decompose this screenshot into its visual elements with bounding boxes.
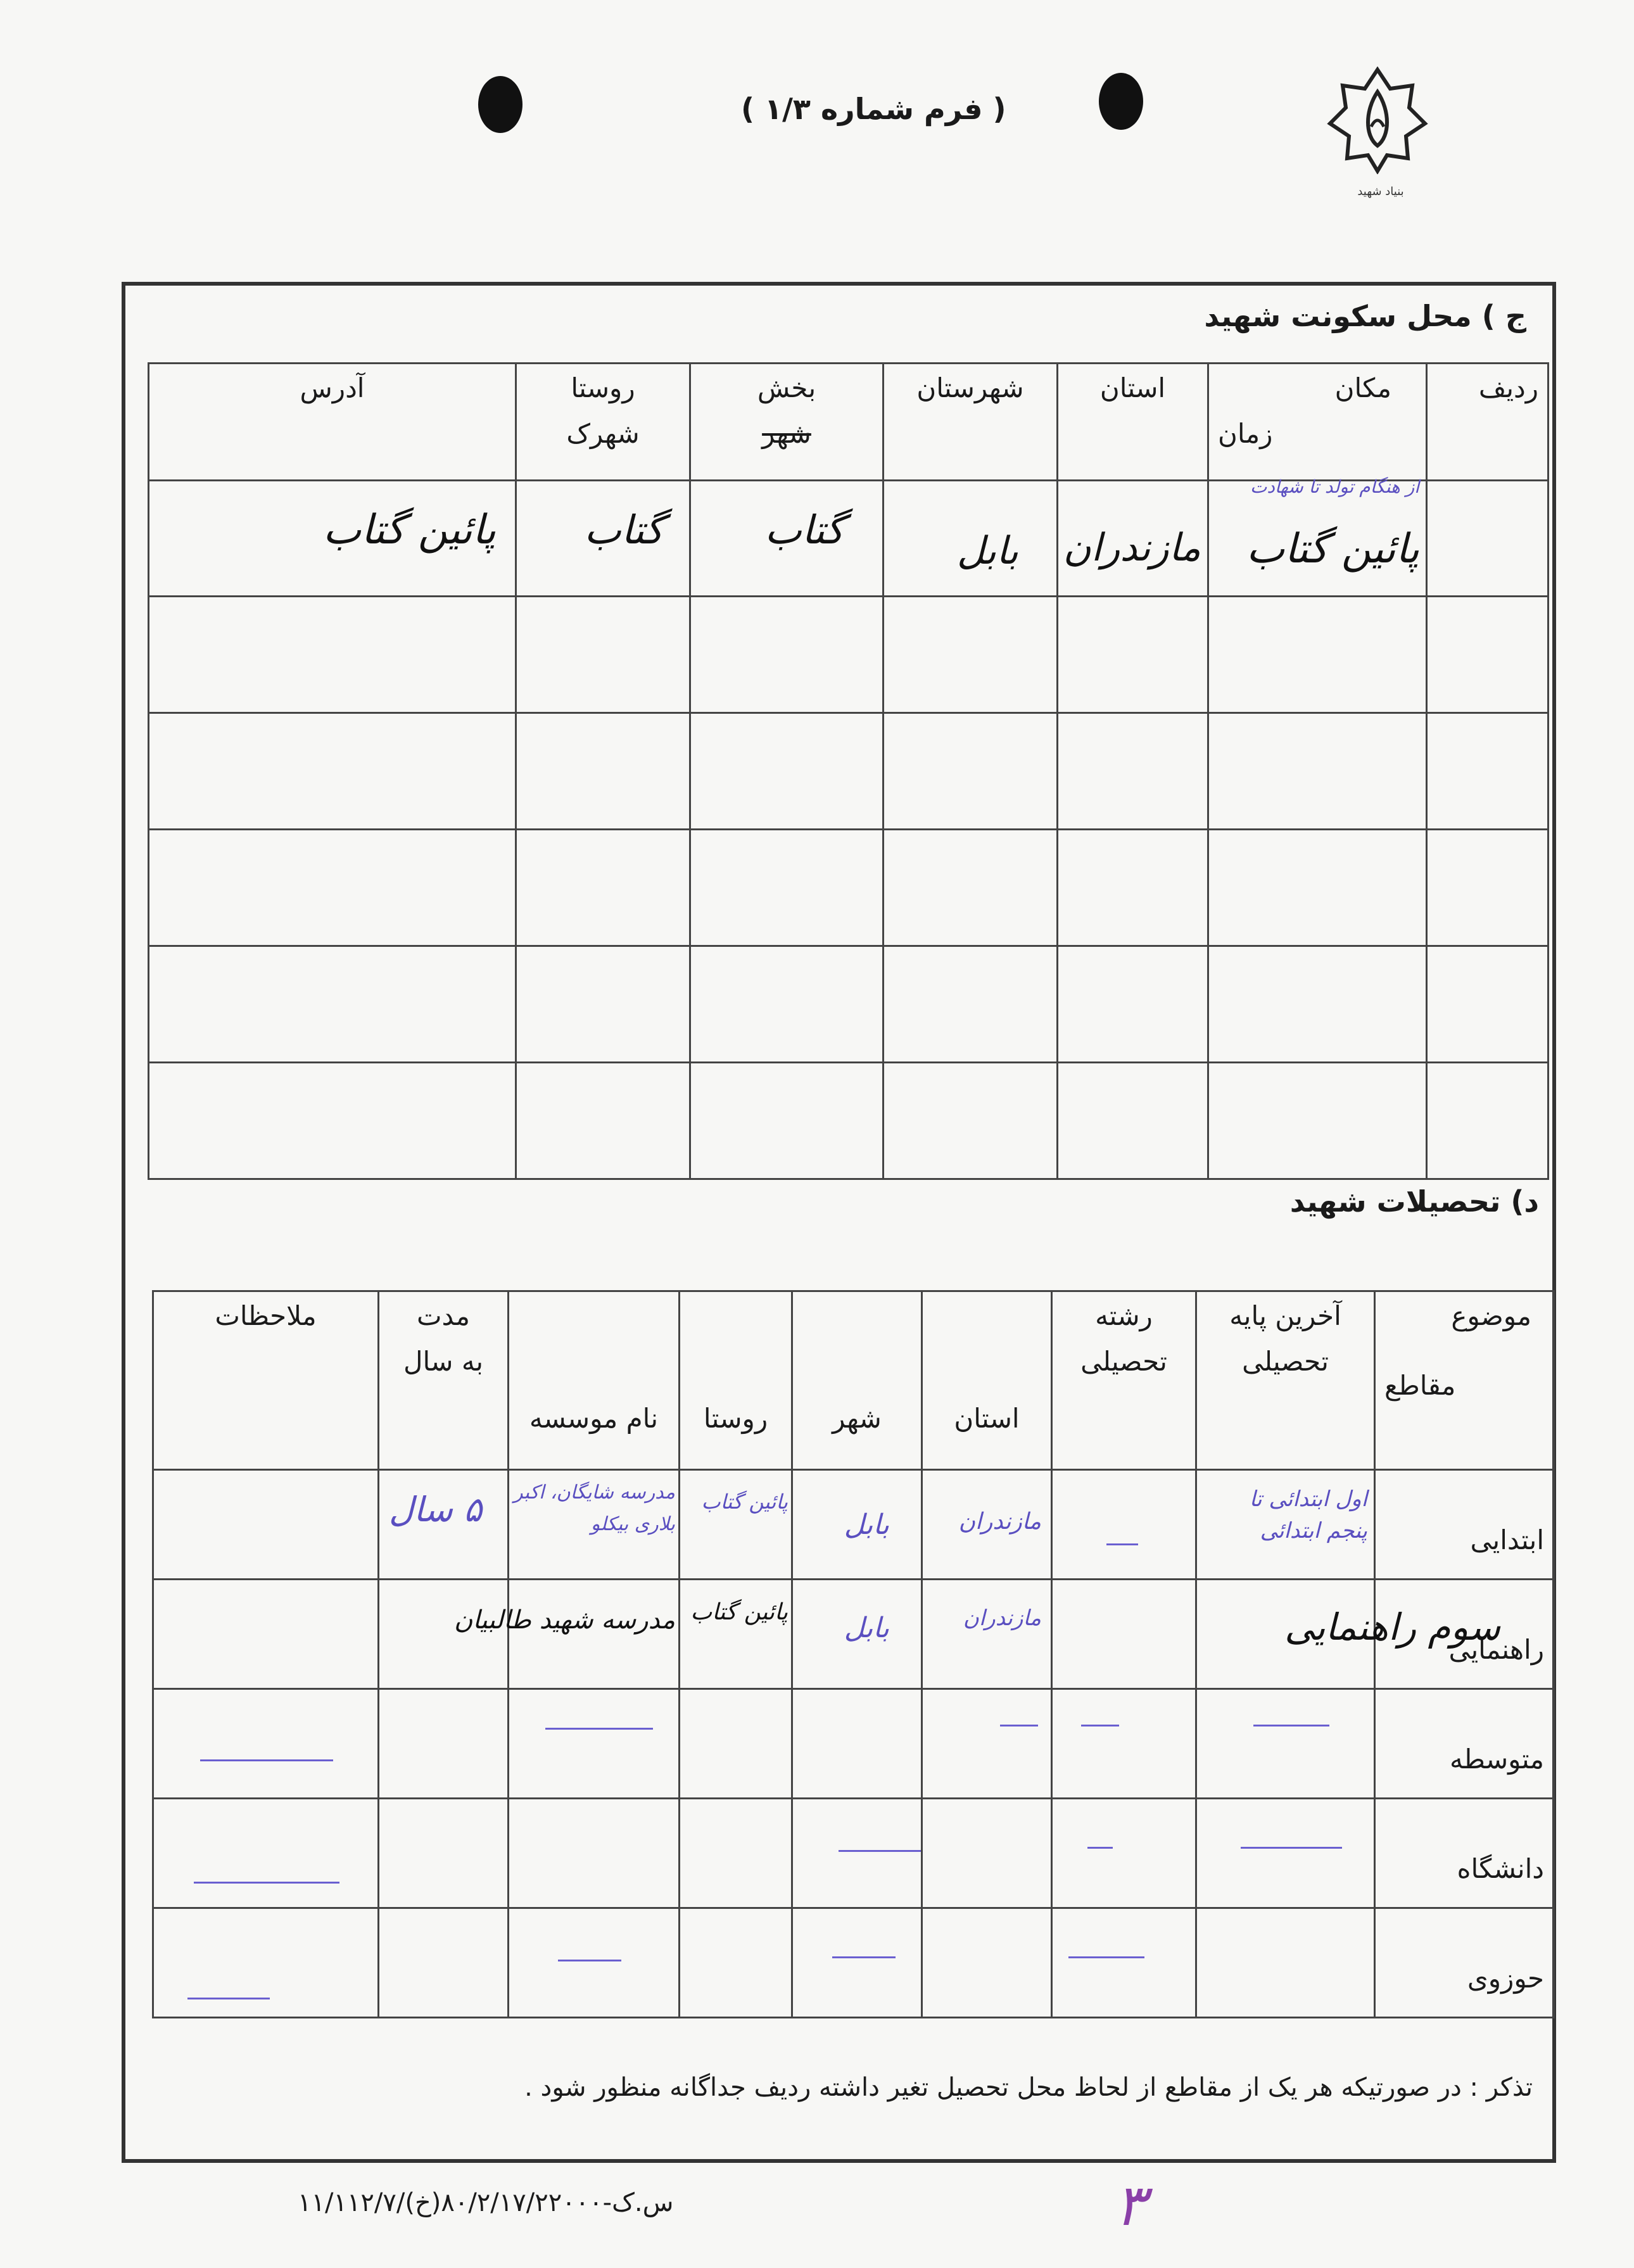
cell-section: گتاب bbox=[690, 481, 884, 597]
cell-province: مازندران bbox=[922, 1580, 1052, 1689]
cell-row bbox=[1427, 481, 1548, 597]
cell-village: گتاب bbox=[516, 481, 690, 597]
foundation-logo-icon bbox=[1327, 67, 1428, 174]
residence-row bbox=[149, 481, 1548, 597]
empty-row bbox=[149, 830, 1548, 946]
punch-hole-right bbox=[1099, 73, 1143, 130]
empty-row bbox=[149, 713, 1548, 830]
cell-village: پائین گتاب bbox=[680, 1580, 792, 1689]
cell-last-grade: سوم راهنمایی bbox=[1196, 1580, 1375, 1689]
education-row bbox=[153, 1908, 1554, 2018]
header-province: استان bbox=[1058, 364, 1208, 481]
cell-last-grade: اول ابتدائی تا پنجم ابتدائی bbox=[1196, 1470, 1375, 1580]
education-row bbox=[153, 1470, 1554, 1580]
empty-row bbox=[149, 946, 1548, 1063]
empty-row bbox=[149, 597, 1548, 713]
cell-village: پائین گتاب bbox=[680, 1470, 792, 1580]
header-province: استان bbox=[922, 1291, 1052, 1470]
cell-city: بابل bbox=[792, 1580, 922, 1689]
level-label: ابتدایی bbox=[1375, 1470, 1554, 1580]
header-institute: نام موسسه bbox=[509, 1291, 680, 1470]
level-label: راهنمایی bbox=[1375, 1580, 1554, 1689]
residence-table bbox=[148, 362, 1549, 1180]
footer-form-code: ۱۱/۱۱۲/۷/س.ک-۸۰/۲/۱۷/۲۲۰۰۰(خ) bbox=[298, 2188, 674, 2217]
header-row: ردیف bbox=[1427, 364, 1548, 481]
form-title: ( فرم شماره ۱/۳ ) bbox=[741, 92, 1006, 126]
cell-city: بابل bbox=[792, 1470, 922, 1580]
education-section-title: د) تحصیلات شهید bbox=[1289, 1184, 1539, 1219]
header-address: آدرس bbox=[149, 364, 516, 481]
education-row bbox=[153, 1580, 1554, 1689]
header-city: شهر bbox=[792, 1291, 922, 1470]
header-subject-levels: موضوع مقاطع bbox=[1375, 1291, 1554, 1470]
cell-remarks bbox=[153, 1470, 379, 1580]
header-village: روستا bbox=[680, 1291, 792, 1470]
cell-address: پائین گتاب bbox=[149, 481, 516, 597]
header-duration: مدت به سال bbox=[379, 1291, 509, 1470]
cell-remarks bbox=[153, 1580, 379, 1689]
cell-institute: مدرسه شهید طالبیان bbox=[509, 1580, 680, 1689]
header-place-time: مکان زمان bbox=[1208, 364, 1427, 481]
education-row bbox=[153, 1799, 1554, 1908]
education-row bbox=[153, 1689, 1554, 1799]
punch-hole-left bbox=[478, 76, 522, 133]
cell-province: مازندران bbox=[1058, 481, 1208, 597]
residence-section-title: ج ) محل سکونت شهید bbox=[1204, 299, 1526, 333]
cell-place: از هنگام تولد تا شهادت پائین گتاب bbox=[1208, 481, 1427, 597]
cell-duration: ۵ سال bbox=[379, 1470, 509, 1580]
cell-province: مازندران bbox=[922, 1470, 1052, 1580]
cell-duration bbox=[379, 1580, 509, 1689]
level-label: حوزوی bbox=[1375, 1908, 1554, 2018]
header-section: بخش شهر bbox=[690, 364, 884, 481]
level-label: دانشگاه bbox=[1375, 1799, 1554, 1908]
header-county: شهرستان bbox=[884, 364, 1058, 481]
header-remarks: ملاحظات bbox=[153, 1291, 379, 1470]
level-label: متوسطه bbox=[1375, 1689, 1554, 1799]
header-village-town: روستا شهرک bbox=[516, 364, 690, 481]
cell-county: بابل bbox=[884, 481, 1058, 597]
cell-field bbox=[1052, 1470, 1196, 1580]
education-table bbox=[152, 1290, 1555, 2018]
empty-row bbox=[149, 1063, 1548, 1179]
logo-caption: بنیاد شهید bbox=[1357, 185, 1404, 198]
cell-field bbox=[1052, 1580, 1196, 1689]
cell-institute: مدرسه شایگان، اکبر بلاری بیکلو bbox=[509, 1470, 680, 1580]
header-last-grade: آخرین پایه تحصیلی bbox=[1196, 1291, 1375, 1470]
note-text: تذکر : در صورتیکه هر یک از مقاطع از لحاظ محل تحصیل تغیر داشته ردیف جداگانه منظور شود . bbox=[524, 2073, 1533, 2102]
page-number: ۳ bbox=[1115, 2172, 1146, 2239]
header-field: رشته تحصیلی bbox=[1052, 1291, 1196, 1470]
